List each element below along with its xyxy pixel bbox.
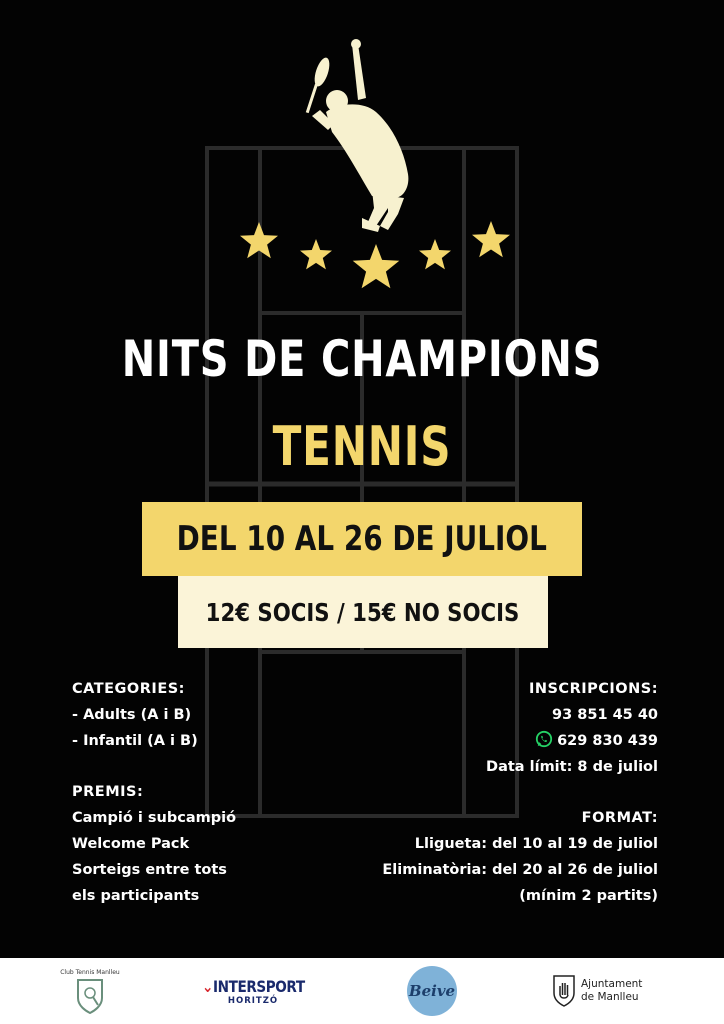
format-item: Lligueta: del 10 al 19 de juliol bbox=[414, 836, 658, 852]
ajuntament-line1: Ajuntament bbox=[581, 978, 643, 990]
prize-item: Sorteigs entre tots bbox=[72, 862, 227, 878]
ajuntament-logo bbox=[553, 958, 663, 1024]
info-left-column bbox=[72, 676, 332, 909]
event-title: NITS DE CHAMPIONS bbox=[121, 330, 603, 388]
tennis-player-icon bbox=[306, 39, 409, 232]
categories-heading: CATEGORIES: bbox=[72, 681, 185, 697]
category-item: - Infantil (A i B) bbox=[72, 733, 198, 749]
beive-text: Beive bbox=[407, 966, 457, 1016]
format-item: Eliminatòria: del 20 al 26 de juliol bbox=[382, 862, 658, 878]
event-subtitle: TENNIS bbox=[272, 415, 452, 478]
whatsapp-icon bbox=[535, 730, 553, 748]
sponsors-footer bbox=[0, 958, 724, 1024]
intersport-brand: ⌄INTERSPORT bbox=[201, 976, 305, 996]
star-2 bbox=[300, 239, 332, 269]
whatsapp-number: 629 830 439 bbox=[557, 733, 658, 749]
price-banner bbox=[178, 576, 548, 648]
star-3 bbox=[353, 244, 400, 288]
registration-phone: 93 851 45 40 bbox=[552, 707, 658, 723]
beive-logo bbox=[406, 958, 458, 1024]
category-item: - Adults (A i B) bbox=[72, 707, 192, 723]
registration-whatsapp bbox=[328, 728, 658, 754]
format-item: (mínim 2 partits) bbox=[519, 888, 658, 904]
star-5 bbox=[472, 221, 510, 257]
ajuntament-line2: de Manlleu bbox=[581, 991, 639, 1003]
info-right-column bbox=[328, 676, 658, 909]
club-tennis-logo bbox=[58, 958, 122, 1024]
registration-deadline: Data límit: 8 de juliol bbox=[486, 759, 658, 775]
club-caption: Club Tennis Manlleu bbox=[60, 968, 120, 976]
prize-item: Welcome Pack bbox=[72, 836, 190, 852]
prize-item: els participants bbox=[72, 888, 200, 904]
ajuntament-shield-icon bbox=[553, 975, 575, 1007]
prizes-heading: PREMIS: bbox=[72, 784, 144, 800]
prize-item: Campió i subcampió bbox=[72, 810, 237, 826]
intersport-logo bbox=[190, 958, 316, 1024]
intersport-sub: HORITZÓ bbox=[227, 995, 279, 1006]
format-heading: FORMAT: bbox=[581, 810, 658, 826]
dates-text: DEL 10 AL 26 DE JULIOL bbox=[176, 519, 548, 559]
price-text: 12€ SOCIS / 15€ NO SOCIS bbox=[206, 597, 520, 627]
registration-heading: INSCRIPCIONS: bbox=[528, 681, 658, 697]
dates-banner bbox=[142, 502, 582, 576]
star-4 bbox=[419, 239, 451, 269]
club-shield-icon bbox=[76, 978, 104, 1014]
